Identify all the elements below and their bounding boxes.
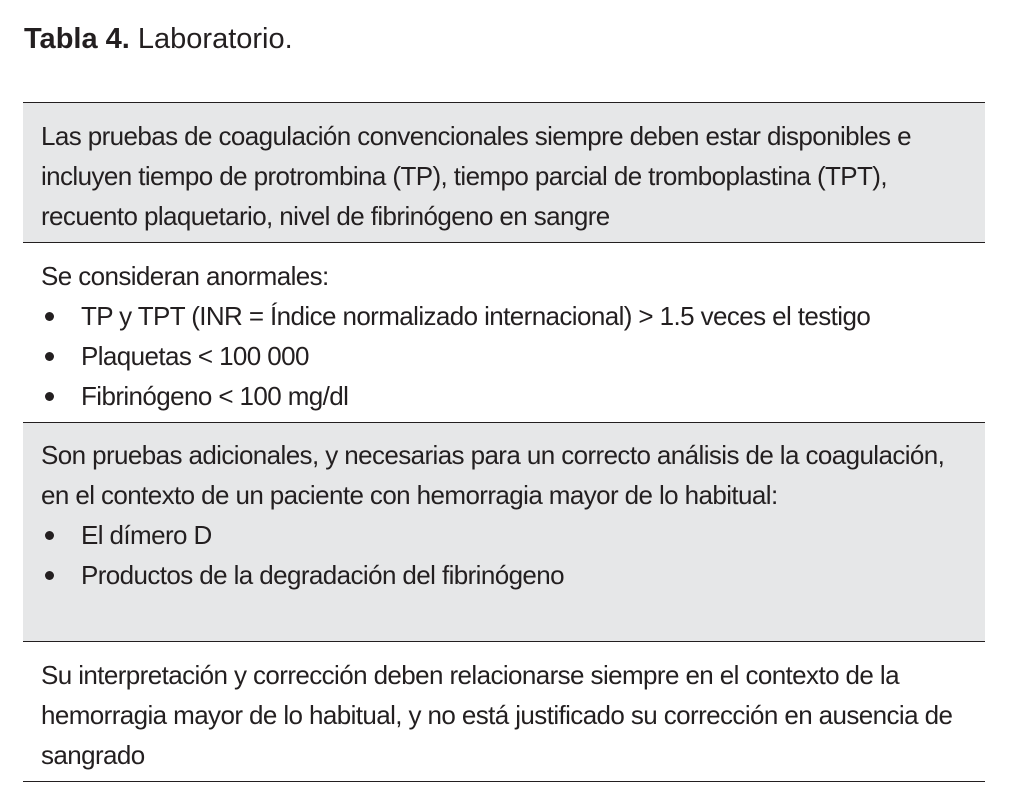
table-row-additional-tests bbox=[23, 423, 985, 642]
table-number: Tabla 4. bbox=[24, 23, 130, 55]
laboratory-table bbox=[23, 102, 985, 782]
bullet-item: TP y TPT (INR = Índice normalizado internacional) > 1.5 veces el testigo bbox=[41, 296, 973, 336]
table-row-abnormal-values bbox=[23, 243, 985, 423]
table-caption: Laboratorio. bbox=[137, 23, 293, 55]
bullet-item: Fibrinógeno < 100 mg/dl bbox=[41, 376, 973, 416]
bullet-item: Plaquetas < 100 000 bbox=[41, 336, 973, 376]
bullet-list bbox=[41, 515, 973, 595]
bullet-item: El dímero D bbox=[41, 515, 973, 555]
table-row-interpretation bbox=[23, 642, 985, 782]
bullet-list bbox=[41, 296, 973, 416]
table-title bbox=[24, 20, 293, 58]
row-text: Se consideran anormales: bbox=[41, 261, 329, 291]
bullet-item: Productos de la degradación del fibrinógeno bbox=[41, 555, 973, 595]
table-row-conventional-tests bbox=[23, 103, 985, 243]
row-text: Su interpretación y corrección deben relacionarse siempre en el contexto de la hemorragia mayor de lo habitual, y no está justificado su corrección en ausencia de sangrado bbox=[41, 660, 953, 770]
row-text: Las pruebas de coagulación convencionales siempre deben estar disponibles e incluyen tiempo de protrombina (TP), tiempo parcial de tromboplastina (TPT), recuento plaquetario, nivel de fibrinógeno en sangre bbox=[41, 121, 911, 231]
row-text: Son pruebas adicionales, y necesarias para un correcto análisis de la coagulación, en el contexto de un paciente con hemorragia mayor de lo habitual: bbox=[41, 440, 945, 510]
